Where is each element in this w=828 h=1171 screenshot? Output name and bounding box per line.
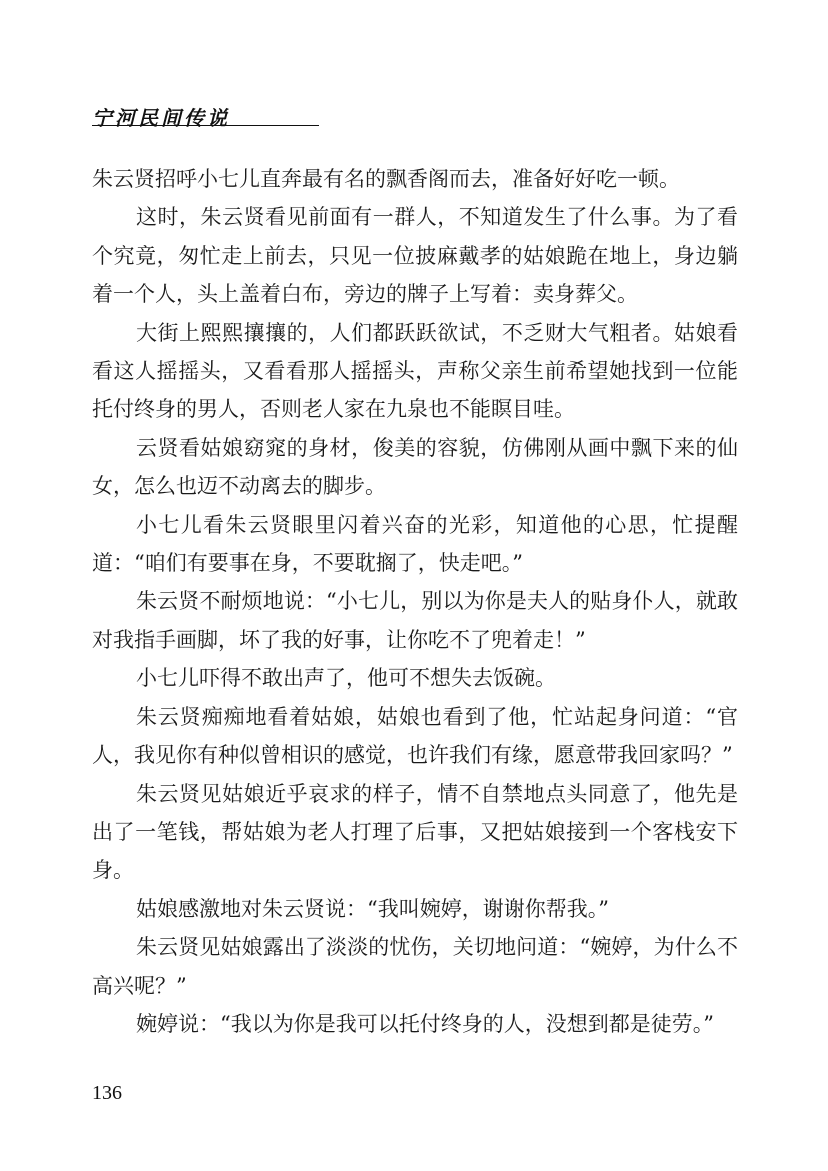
paragraph: 小七儿看朱云贤眼里闪着兴奋的光彩，知道他的心思，忙提醒道：“咱们有要事在身，不要耽搁了，快走吧。”	[92, 512, 738, 576]
page-number: 136	[92, 1082, 122, 1104]
paragraph: 朱云贤见姑娘露出了淡淡的忧伤，关切地问道：“婉婷，为什么不高兴呢？”	[92, 935, 738, 998]
paragraph: 朱云贤痴痴地看着姑娘，姑娘也看到了他，忙站起身问道：“官人，我见你有种似曾相识的感觉，也许我们有缘，愿意带我回家吗？”	[92, 704, 738, 768]
paragraph: 小七儿吓得不敢出声了，他可不想失去饭碗。	[136, 666, 556, 691]
running-header: 宁河民间传说	[92, 106, 230, 130]
paragraph: 大街上熙熙攘攘的，人们都跃跃欲试，不乏财大气粗者。姑娘看看这人摇摇头，又看看那人摇摇头，声称父亲生前希望她找到一位能托付终身的男人，否则老人家在九泉也不能瞑目哇。	[92, 320, 738, 422]
paragraph: 朱云贤见姑娘近乎哀求的样子，情不自禁地点头同意了，他先是出了一笔钱，帮姑娘为老人打理了后事，又把姑娘接到一个客栈安下身。	[92, 781, 738, 883]
paragraph: 这时，朱云贤看见前面有一群人，不知道发生了什么事。为了看个究竟，匆忙走上前去，只见一位披麻戴孝的姑娘跪在地上，身边躺着一个人，头上盖着白布，旁边的牌子上写着：卖身葬父。	[92, 205, 738, 307]
body-text	[92, 160, 738, 1043]
header-rule	[92, 125, 319, 126]
paragraph: 婉婷说：“我以为你是我可以托付终身的人，没想到都是徒劳。”	[136, 1011, 714, 1036]
paragraph: 云贤看姑娘窈窕的身材，俊美的容貌，仿佛刚从画中飘下来的仙女，怎么也迈不动离去的脚步。	[92, 435, 738, 499]
paragraph: 姑娘感激地对朱云贤说：“我叫婉婷，谢谢你帮我。”	[136, 896, 609, 921]
paragraph: 朱云贤招呼小七儿直奔最有名的飘香阁而去，准备好好吃一顿。	[92, 167, 680, 191]
paragraph: 朱云贤不耐烦地说：“小七儿，别以为你是夫人的贴身仆人，就敢对我指手画脚，坏了我的好事，让你吃不了兜着走！”	[92, 589, 738, 652]
